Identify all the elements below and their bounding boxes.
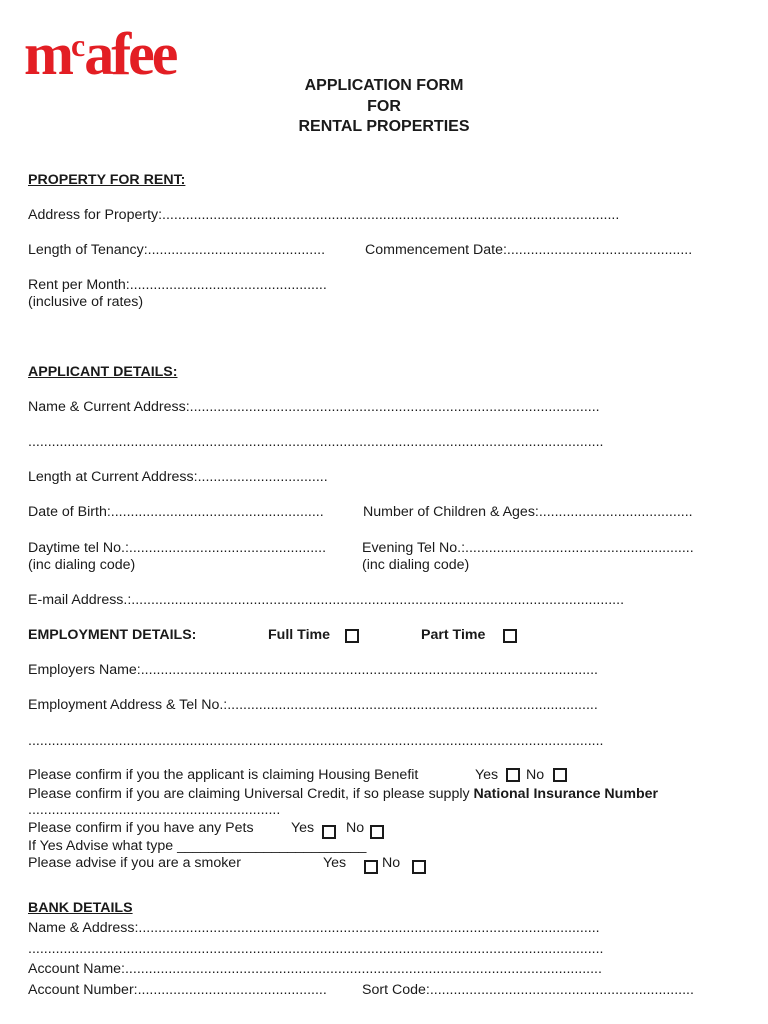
universal-credit-text: Please confirm if you are claiming Universal Credit, if so please supply	[28, 786, 470, 802]
part-time-label: Part Time	[421, 627, 486, 643]
evening-tel-note: (inc dialing code)	[362, 557, 470, 573]
employment-address-line-2-field[interactable]: ..................................................................................................................................................	[28, 733, 604, 749]
daytime-tel-note: (inc dialing code)	[28, 557, 136, 573]
evening-tel-field[interactable]: Evening Tel No.:..........................................................	[362, 540, 694, 556]
smoker-yes-label: Yes	[323, 855, 347, 871]
date-of-birth-field[interactable]: Date of Birth:......................................................	[28, 504, 324, 520]
title-line-3: RENTAL PROPERTIES	[298, 118, 470, 135]
bank-address-line-2-field[interactable]: ..................................................................................................................................................	[28, 941, 604, 957]
email-field[interactable]: E-mail Address.:.............................................................................................................................	[28, 592, 625, 608]
ni-number-label: National Insurance Number	[473, 786, 659, 802]
pets-yes-label: Yes	[291, 820, 315, 836]
smoker-yes-checkbox[interactable]	[364, 860, 378, 874]
logo-small-c: c	[70, 27, 85, 63]
smoker-question: Please advise if you are a smoker	[28, 855, 241, 871]
housing-benefit-question: Please confirm if you the applicant is claiming Housing Benefit	[28, 767, 419, 783]
housing-benefit-no-checkbox[interactable]	[553, 768, 567, 782]
employment-heading: EMPLOYMENT DETAILS:	[28, 627, 197, 643]
title-line-2: FOR	[367, 97, 401, 115]
pets-yes-checkbox[interactable]	[322, 825, 336, 839]
length-at-address-field[interactable]: Length at Current Address:.................................	[28, 469, 328, 485]
smoker-no-checkbox[interactable]	[412, 860, 426, 874]
part-time-checkbox[interactable]	[503, 629, 517, 643]
pets-no-label: No	[346, 820, 365, 836]
property-heading: PROPERTY FOR RENT:	[28, 172, 186, 188]
full-time-label: Full Time	[268, 627, 331, 643]
logo-afee: afee	[84, 21, 176, 87]
applicant-heading: APPLICANT DETAILS:	[28, 364, 178, 380]
children-ages-field[interactable]: Number of Children & Ages:.......................................	[363, 504, 693, 520]
account-number-field[interactable]: Account Number:................................................	[28, 982, 327, 998]
employment-address-field[interactable]: Employment Address & Tel No.:..............................................................................................	[28, 697, 598, 713]
logo-m: m	[24, 21, 71, 87]
name-address-field[interactable]: Name & Current Address:........................................................................................................	[28, 399, 600, 415]
ni-number-field[interactable]: ................................................................	[28, 802, 281, 818]
bank-name-address-field[interactable]: Name & Address:.....................................................................................................................	[28, 920, 600, 936]
housing-benefit-no-label: No	[526, 767, 545, 783]
sort-code-field[interactable]: Sort Code:...................................................................	[362, 982, 694, 998]
account-name-field[interactable]: Account Name:.........................................................................................................................	[28, 961, 602, 977]
full-time-option	[268, 627, 330, 644]
title-line-1: APPLICATION FORM	[304, 77, 464, 94]
part-time-option	[421, 627, 485, 644]
tenancy-length-field[interactable]: Length of Tenancy:.............................................	[28, 242, 326, 258]
property-address-field[interactable]: Address for Property:....................................................................................................................	[28, 207, 620, 223]
commencement-date-field[interactable]: Commencement Date:...............................................	[365, 242, 693, 258]
form-title	[0, 76, 768, 138]
housing-benefit-yes-checkbox[interactable]	[506, 768, 520, 782]
full-time-checkbox[interactable]	[345, 629, 359, 643]
pets-type-field[interactable]: If Yes Advise what type ________________________	[28, 838, 367, 854]
address-line-2-field[interactable]: ..................................................................................................................................................	[28, 434, 604, 450]
employer-name-field[interactable]: Employers Name:....................................................................................................................	[28, 662, 598, 678]
rent-note: (inclusive of rates)	[28, 294, 144, 310]
daytime-tel-field[interactable]: Daytime tel No.:..................................................	[28, 540, 327, 556]
rent-per-month-field[interactable]: Rent per Month:..................................................	[28, 277, 327, 293]
universal-credit-question	[28, 786, 658, 803]
pets-no-checkbox[interactable]	[370, 825, 384, 839]
housing-benefit-yes-label: Yes	[475, 767, 499, 783]
pets-question: Please confirm if you have any Pets	[28, 820, 254, 836]
smoker-no-label: No	[382, 855, 401, 871]
bank-heading: BANK DETAILS	[28, 900, 133, 916]
